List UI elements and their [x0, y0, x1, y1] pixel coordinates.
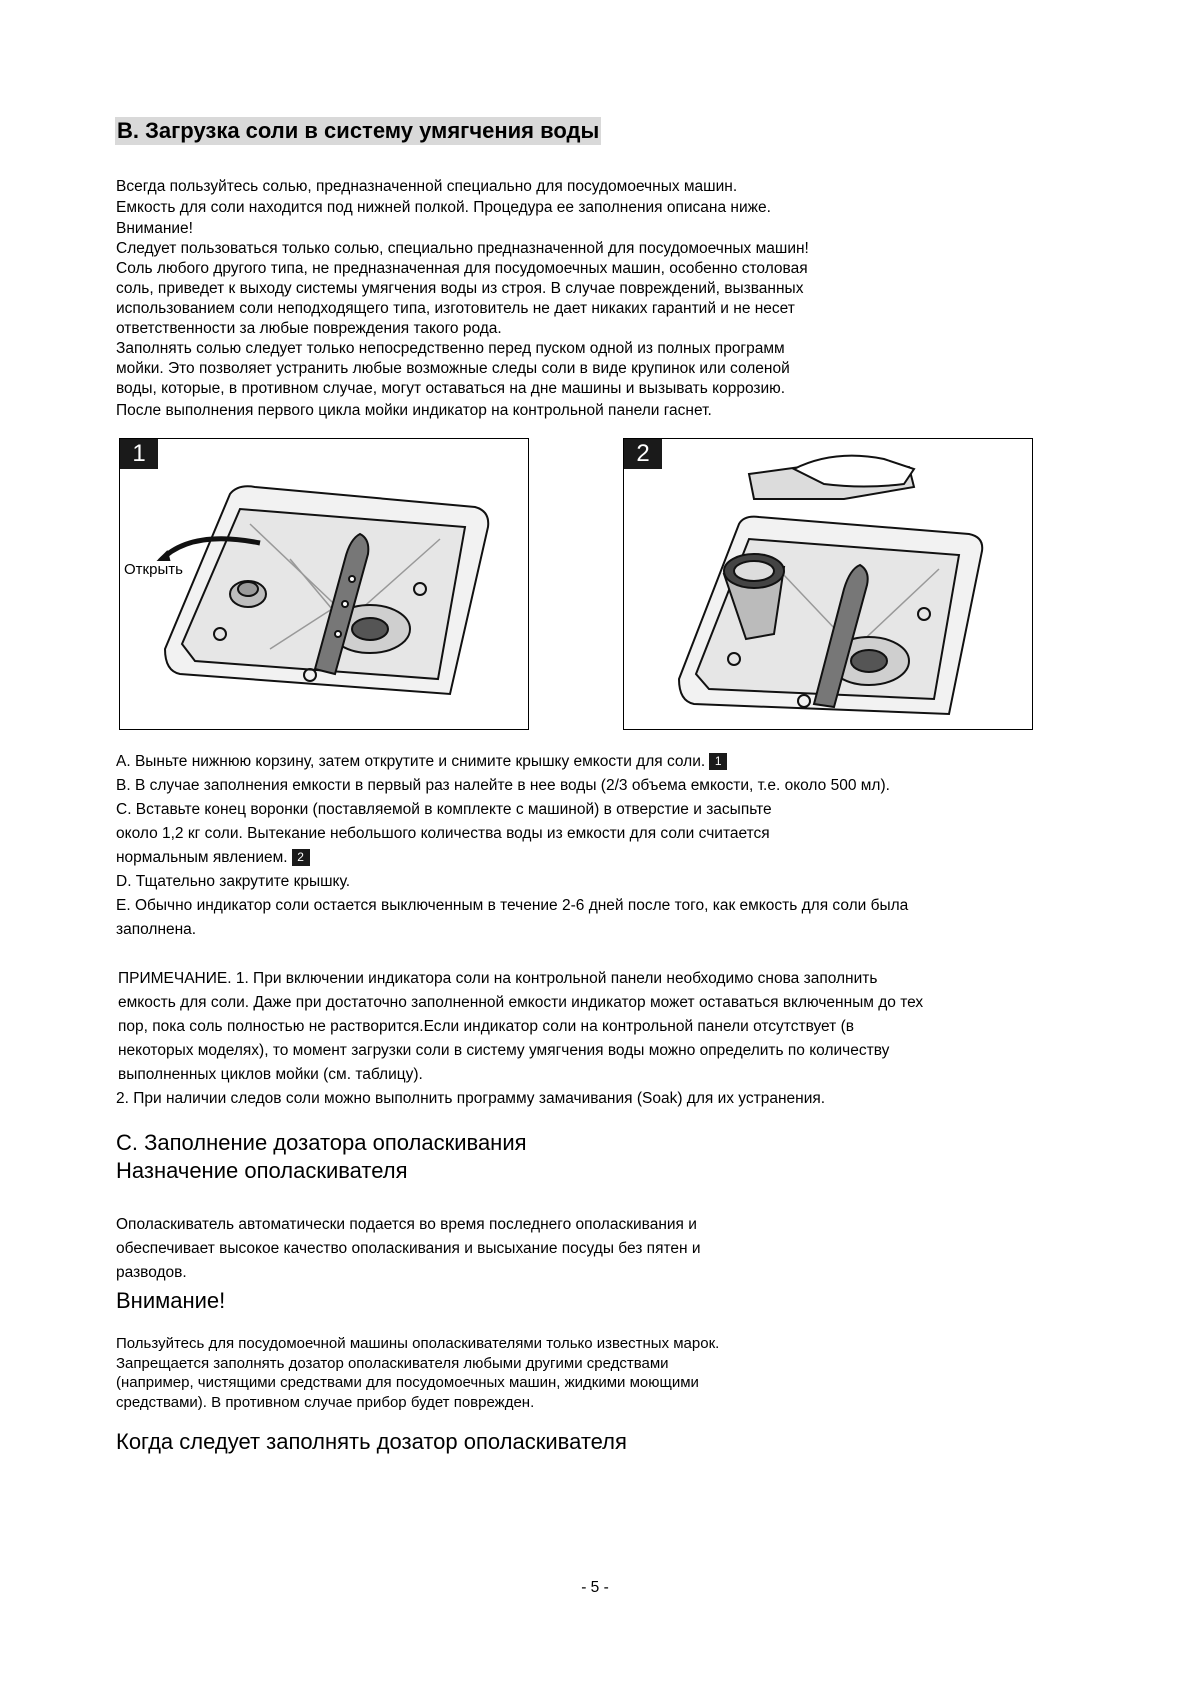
figure-number: 2 [624, 439, 662, 469]
text-line: соль, приведет к выходу системы умягчения воды из строя. В случае повреждений, вызванных [116, 280, 804, 297]
salt-filling-illustration [624, 439, 1032, 729]
section-c-title: C. Заполнение дозатора ополаскивания [116, 1130, 527, 1155]
figure-2-fill-salt [623, 438, 1033, 730]
text-line: средствами). В противном случае прибор будет поврежден. [116, 1393, 535, 1411]
steps-list [116, 752, 908, 944]
step-c-text: нормальным явлением. [116, 849, 288, 866]
step-a [116, 752, 908, 776]
note-line: некоторых моделях), то момент загрузки соли в систему умягчения воды можно определить по количеству [118, 1042, 890, 1059]
text-line: Следует пользоваться только солью, специально предназначенной для посудомоечных машин! [116, 240, 809, 257]
rinse-aid-warning [116, 1334, 719, 1412]
text-line: мойки. Это позволяет устранить любые возможные следы соли в виде крупинок или соленой [116, 360, 790, 377]
text-line: Всегда пользуйтесь солью, предназначенной специально для посудомоечных машин. [116, 178, 738, 195]
rinse-aid-purpose [116, 1215, 701, 1287]
note-line: емкость для соли. Даже при достаточно заполненной емкости индикатор может оставаться включенным до тех [118, 994, 924, 1011]
figure-ref-badge: 2 [292, 849, 310, 866]
warning-heading: Внимание! [116, 1288, 226, 1313]
note-line: пор, пока соль полностью не растворится.Если индикатор соли на контрольной панели отсутствует (в [118, 1018, 854, 1035]
step-b: B. В случае заполнения емкости в первый раз налейте в нее воды (2/3 объема емкости, т.е. около 500 мл). [116, 777, 890, 794]
text-line: Ополаскиватель автоматически подается во время последнего ополаскивания и [116, 1216, 697, 1233]
step-c-line-2: около 1,2 кг соли. Вытекание небольшого количества воды из емкости для соли считается [116, 825, 770, 842]
section-b-title: B. Загрузка соли в систему умягчения воды [117, 118, 600, 143]
text-line: воды, которые, в противном случае, могут оставаться на дне машины и вызывать коррозию. [116, 380, 786, 397]
when-to-fill-heading: Когда следует заполнять дозатор ополаскивателя [116, 1429, 627, 1454]
text-line: Соль любого другого типа, не предназначенная для посудомоечных машин, особенно столовая [116, 260, 808, 277]
figure-ref-badge: 1 [709, 753, 727, 770]
note-line: выполненных циклов мойки (см. таблицу). [118, 1066, 423, 1083]
text-line: Пользуйтесь для посудомоечной машины ополаскивателями только известных марок. [116, 1335, 720, 1352]
note-line: ПРИМЕЧАНИЕ. 1. При включении индикатора соли на контрольной панели необходимо снова заполнить [118, 970, 878, 987]
step-e-line-1: E. Обычно индикатор соли остается выключенным в течение 2-6 дней после того, как емкость для соли была [116, 897, 909, 914]
open-label: Открыть [124, 561, 183, 578]
note-block [116, 969, 923, 1113]
text-line: Запрещается заполнять дозатор ополаскивателя любыми другими средствами [116, 1354, 669, 1372]
note-line: 2. При наличии следов соли можно выполнить программу замачивания (Soak) для их устранения. [116, 1090, 826, 1107]
step-d: D. Тщательно закрутите крышку. [116, 873, 351, 890]
text-line: использованием соли неподходящего типа, изготовитель не дает никаких гарантий и не несет [116, 300, 795, 317]
text-line: Внимание! [116, 220, 193, 237]
step-c-line-1: C. Вставьте конец воронки (поставляемой в комплекте с машиной) в отверстие и засыпьте [116, 801, 772, 818]
text-line: После выполнения первого цикла мойки индикатор на контрольной панели гаснет. [116, 402, 712, 419]
section-b-body [116, 177, 809, 421]
text-line: Емкость для соли находится под нижней полкой. Процедура ее заполнения описана ниже. [116, 199, 771, 216]
text-line: ответственности за любые повреждения такого рода. [116, 320, 502, 337]
figure-number: 1 [120, 439, 158, 469]
section-c-subtitle: Назначение ополаскивателя [116, 1158, 408, 1183]
dishwasher-tub-illustration [120, 439, 528, 729]
text-line: обеспечивает высокое качество ополаскивания и высыхание посуды без пятен и [116, 1240, 701, 1257]
step-a-text: A. Выньте нижнюю корзину, затем открутите и снимите крышку емкости для соли. [116, 753, 706, 770]
text-line: Заполнять солью следует только непосредственно перед пуском одной из полных программ [116, 340, 785, 357]
step-e-line-2: заполнена. [116, 921, 197, 938]
figure-1-open-salt-cap [119, 438, 529, 730]
text-line: разводов. [116, 1264, 187, 1281]
text-line: (например, чистящими средствами для посудомоечных машин, жидкими моющими [116, 1374, 699, 1391]
page-number: - 5 - [581, 1579, 609, 1596]
step-c-line-3 [116, 848, 908, 872]
